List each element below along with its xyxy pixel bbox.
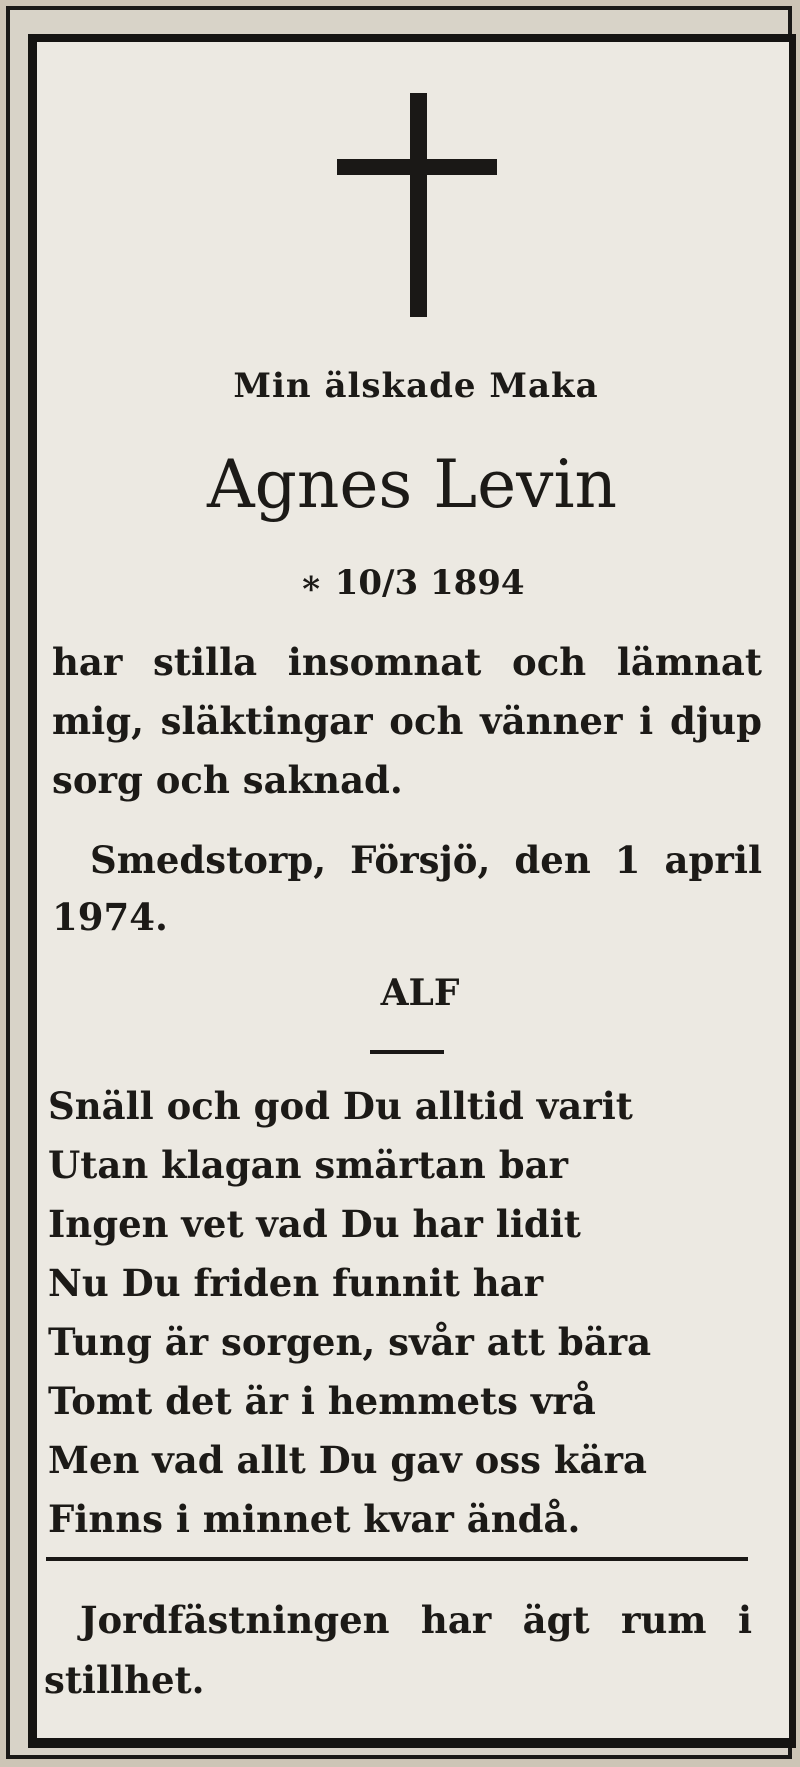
verse-line-3: Ingen vet vad Du har lidit <box>48 1202 581 1246</box>
verse-line-7: Men vad allt Du gav oss kära <box>48 1438 647 1482</box>
announcement-line-3: sorg och saknad. <box>52 758 403 802</box>
place-date-line-2: 1974. <box>52 895 168 939</box>
cross-vertical-bar <box>410 93 427 317</box>
verse-line-1: Snäll och god Du alltid varit <box>48 1084 633 1128</box>
birth-date: ∗ 10/3 1894 <box>299 563 525 603</box>
place-date-line-1: Smedstorp, Försjö, den 1 april <box>90 838 762 882</box>
signature: ALF <box>380 972 460 1014</box>
verse-line-6: Tomt det är i hemmets vrå <box>48 1379 596 1423</box>
cross-horizontal-bar <box>337 159 497 175</box>
announcement-line-1: har stilla insomnat och lämnat <box>52 640 762 684</box>
short-divider <box>370 1050 444 1054</box>
deceased-name: Agnes Levin <box>206 446 618 523</box>
announcement-line-2: mig, släktingar och vänner i djup <box>52 699 762 743</box>
funeral-line-2: stillhet. <box>44 1658 205 1702</box>
subtitle: Min älskade Maka <box>233 366 599 406</box>
long-divider <box>46 1557 748 1561</box>
verse-line-8: Finns i minnet kvar ändå. <box>48 1497 581 1541</box>
verse-line-2: Utan klagan smärtan bar <box>48 1143 569 1187</box>
verse-line-5: Tung är sorgen, svår att bära <box>48 1320 652 1364</box>
cross-icon <box>337 93 497 317</box>
funeral-line-1: Jordfästningen har ägt rum i <box>80 1598 752 1642</box>
verse-line-4: Nu Du friden funnit har <box>48 1261 544 1305</box>
